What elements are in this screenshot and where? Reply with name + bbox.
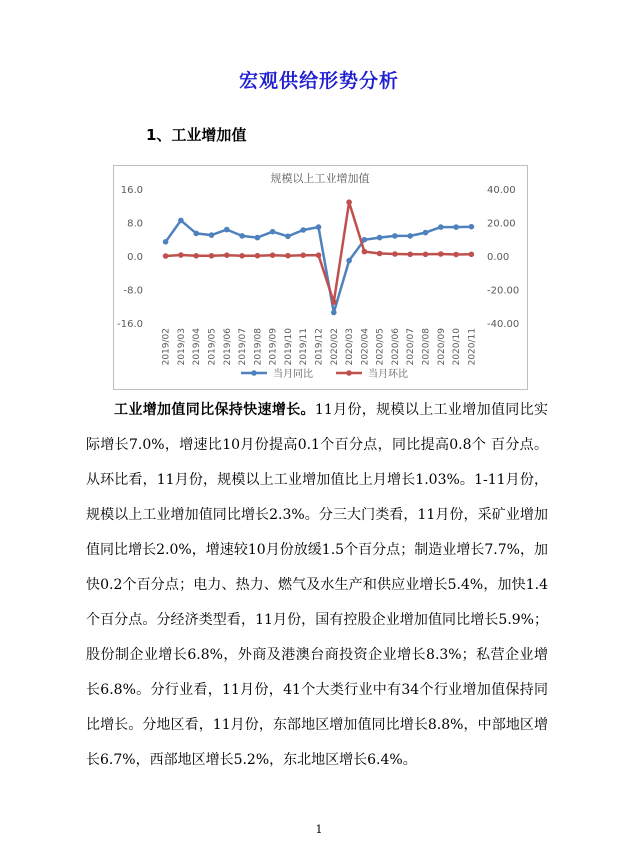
x-tick-label: 2019/03 <box>176 328 187 366</box>
legend-swatch-marker <box>346 370 352 376</box>
data-point <box>469 252 475 258</box>
data-point <box>469 224 475 230</box>
data-point <box>346 199 352 205</box>
data-point <box>453 252 459 258</box>
body-text <box>86 393 548 778</box>
y-right-tick-label: -40.00 <box>487 319 520 330</box>
paragraph <box>86 393 548 778</box>
chart-container <box>113 165 528 390</box>
x-tick-label: 2020/02 <box>329 328 340 366</box>
x-tick-label: 2020/07 <box>406 328 417 366</box>
data-point <box>255 253 261 259</box>
data-point <box>285 234 291 240</box>
y-left-tick-label: -16.0 <box>117 319 143 330</box>
x-tick-label: 2019/10 <box>283 328 294 366</box>
x-tick-label: 2019/12 <box>314 328 325 366</box>
y-left-tick-label: 16.0 <box>120 185 143 196</box>
y-right-tick-label: 40.00 <box>487 185 516 196</box>
data-point <box>239 253 245 259</box>
data-point <box>423 230 429 236</box>
data-point <box>178 252 184 258</box>
x-tick-label: 2019/11 <box>299 328 310 366</box>
x-tick-label: 2019/09 <box>268 328 279 366</box>
data-point <box>270 252 276 258</box>
data-point <box>438 251 444 257</box>
data-point <box>285 253 291 259</box>
data-point <box>392 251 398 257</box>
x-tick-label: 2020/05 <box>375 328 386 366</box>
data-point <box>316 224 322 230</box>
paragraph-body: 11月份，规模以上工业增加值同比实际增长7.0%，增速比10月份提高0.1个百分点，同比提高0.8个 百分点。从环比看，11月份，规模以上工业增加值比上月增长1.03%。1-11月份，规模以上工业增加值同比增长2.3%。分三大门类看，11月份，采矿业增加值同比增长2.0%，增速较10月份放缓1.5个百分点；制造业增长7.7%，加快0.2个百分点；电力、热力、燃气及水生产和供应业增长5.4%，加快1.4个百分点。分经济类型看，11月份，国有控股企业增加值同比增长5.9%；股份制企业增长6.8%，外商及港澳台商投资企业增长8.3%；私营企业增长6.8%。分行业看，11月份，41个大类行业中有34个行业增加值保持同比增长。分地区看，11月份，东部地区增加值同比增长8.8%，中部地区增长6.7%，西部地区增长5.2%，东北地区增长6.4%。 <box>86 402 548 768</box>
data-point <box>331 310 337 316</box>
data-point <box>453 224 459 230</box>
x-tick-label: 2020/10 <box>452 328 463 366</box>
x-tick-label: 2020/04 <box>360 328 371 366</box>
data-point <box>300 227 306 233</box>
data-point <box>346 258 352 264</box>
data-point <box>193 231 199 237</box>
x-tick-label: 2019/06 <box>222 328 233 366</box>
y-right-tick-label: 0.00 <box>487 252 510 263</box>
x-tick-label: 2020/09 <box>436 328 447 366</box>
y-right-tick-label: 20.00 <box>487 218 516 230</box>
data-point <box>224 227 230 233</box>
data-point <box>407 252 413 258</box>
paragraph-lead: 工业增加值同比保持快速增长。 <box>114 402 315 418</box>
data-point <box>392 233 398 239</box>
legend-label: 当月同比 <box>273 369 313 380</box>
y-left-tick-label: 0.0 <box>127 252 143 263</box>
data-point <box>316 252 322 258</box>
legend-swatch-marker <box>251 370 257 376</box>
data-point <box>438 224 444 230</box>
data-point <box>255 235 261 241</box>
x-tick-label: 2019/08 <box>253 328 264 366</box>
data-point <box>331 299 337 305</box>
data-point <box>209 232 215 238</box>
page-number: 1 <box>315 823 323 836</box>
data-point <box>178 218 184 224</box>
legend-label: 当月环比 <box>368 369 408 380</box>
section-heading: 1、工业增加值 <box>146 126 247 144</box>
data-point <box>377 251 383 257</box>
data-point <box>209 253 215 259</box>
data-point <box>377 235 383 241</box>
x-tick-label: 2020/03 <box>345 328 356 366</box>
y-left-tick-label: 8.0 <box>127 218 143 230</box>
x-tick-label: 2020/08 <box>421 328 432 366</box>
x-tick-label: 2019/07 <box>238 328 249 366</box>
x-tick-label: 2020/06 <box>390 328 401 366</box>
x-tick-label: 2019/02 <box>161 328 172 366</box>
y-left-tick-label: -8.0 <box>123 285 143 297</box>
data-point <box>163 239 169 245</box>
chart-title: 规模以上工业增加值 <box>270 172 370 185</box>
data-point <box>193 253 199 259</box>
x-tick-label: 2020/11 <box>467 328 478 366</box>
y-right-tick-label: -20.00 <box>487 285 520 297</box>
data-point <box>407 233 413 239</box>
data-point <box>239 233 245 239</box>
data-point <box>362 249 368 255</box>
document-title: 宏观供给形势分析 <box>238 70 399 92</box>
x-tick-label: 2019/05 <box>207 328 218 366</box>
data-point <box>163 253 169 259</box>
x-tick-label: 2019/04 <box>192 328 203 366</box>
data-point <box>300 252 306 258</box>
data-point <box>270 229 276 235</box>
data-point <box>224 252 230 258</box>
data-point <box>423 252 429 258</box>
line-chart <box>114 166 527 389</box>
